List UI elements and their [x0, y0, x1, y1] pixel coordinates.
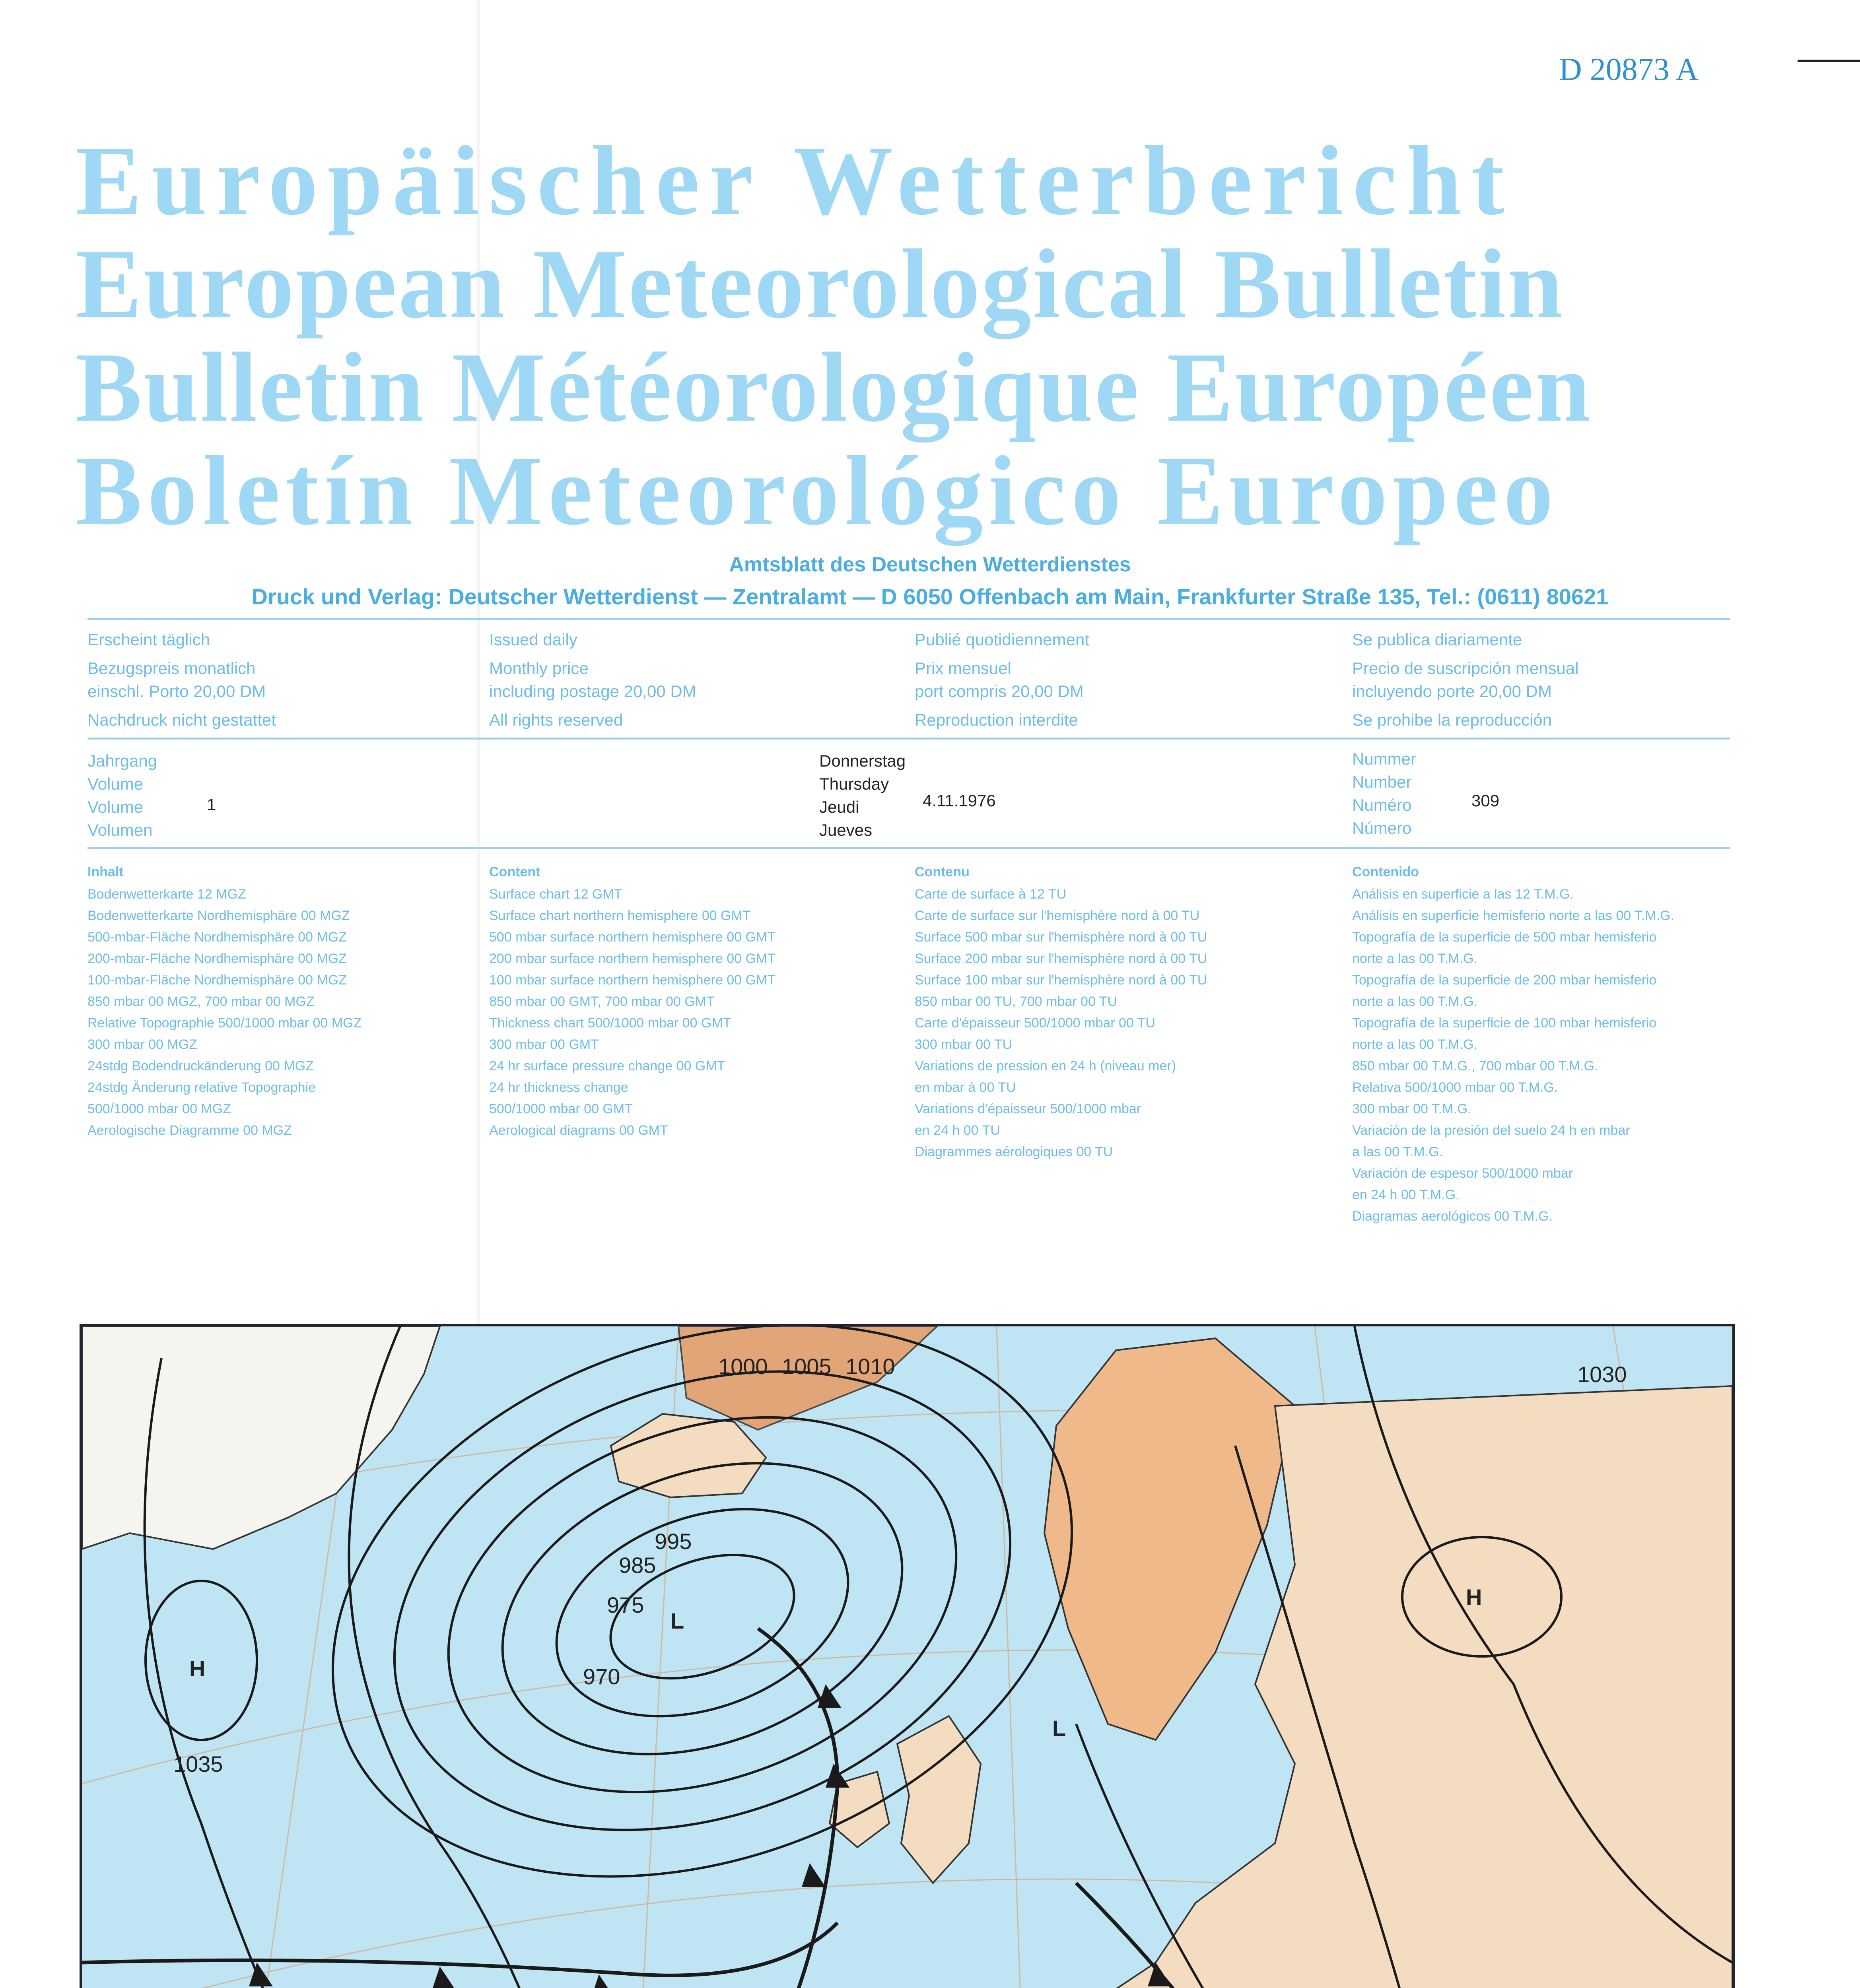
- contents-item: Variations de pression en 24 h (niveau mer): [915, 1058, 1176, 1074]
- contents-item: Análisis en superficie hemisferio norte a las 00 T.M.G.: [1352, 908, 1675, 923]
- contents-item: Bodenwetterkarte Nordhemisphäre 00 MGZ: [87, 908, 350, 923]
- contents-item: 850 mbar 00 MGZ, 700 mbar 00 MGZ: [87, 994, 315, 1009]
- contents-item: 850 mbar 00 T.M.G., 700 mbar 00 T.M.G.: [1352, 1058, 1598, 1074]
- contents-item: en 24 h 00 TU: [915, 1123, 1000, 1138]
- contents-item: Topografía de la superficie de 500 mbar hemisferio: [1352, 930, 1657, 945]
- low-pressure-label: L: [1052, 1716, 1066, 1741]
- pressure-value: 1000: [718, 1354, 768, 1379]
- contents-es: [1352, 863, 1734, 1229]
- corner-mark: [1798, 60, 1860, 62]
- contents-heading: Contenido: [1352, 864, 1419, 879]
- contents-item: 300 mbar 00 GMT: [489, 1037, 599, 1052]
- contents-item: Variación de espesor 500/1000 mbar: [1352, 1166, 1573, 1181]
- official-gazette-line: Amtsblatt des Deutschen Wetterdienstes: [729, 553, 1131, 576]
- contents-item: en 24 h 00 T.M.G.: [1352, 1187, 1460, 1202]
- volume-label: Volume: [87, 775, 144, 793]
- subscription-line: einschl. Porto 20,00 DM: [87, 682, 266, 701]
- contents-item: 300 mbar 00 TU: [915, 1037, 1013, 1052]
- subscription-line: incluyendo porte 20,00 DM: [1352, 682, 1552, 701]
- contents-item: 100 mbar surface northern hemisphere 00 GMT: [489, 973, 776, 988]
- subscription-line: Prix mensuel: [915, 659, 1011, 678]
- pressure-value: 970: [583, 1664, 620, 1689]
- title-german: Europäischer Wetterbericht: [76, 126, 1514, 236]
- contents-item: Aerological diagrams 00 GMT: [489, 1123, 668, 1138]
- contents-item: 850 mbar 00 TU, 700 mbar 00 TU: [915, 994, 1118, 1009]
- subscription-line: port compris 20,00 DM: [915, 682, 1084, 701]
- weekday-label: Jeudi: [819, 798, 859, 816]
- divider: [87, 618, 1730, 620]
- contents-item: Topografía de la superficie de 200 mbar hemisferio: [1352, 973, 1657, 988]
- publisher-line: Druck und Verlag: Deutscher Wetterdienst — Zentralamt — D 6050 Offenbach am Main, Frankfurter Straße 135, Tel.: (0611) 80621: [251, 584, 1609, 609]
- contents-heading: Inhalt: [87, 864, 124, 879]
- subscription-fr: [915, 628, 1089, 732]
- number-label: Numéro: [1352, 796, 1412, 814]
- contents-item: 24stdg Bodendruckänderung 00 MGZ: [87, 1058, 314, 1074]
- contents-item: Variación de la presión del suelo 24 h en mbar: [1352, 1123, 1630, 1138]
- volume-labels: [87, 749, 157, 842]
- subscription-en: [489, 628, 696, 732]
- divider: [87, 847, 1730, 849]
- subscription-line: Nachdruck nicht gestattet: [87, 711, 276, 729]
- subscription-de: [87, 628, 276, 732]
- contents-item: Thickness chart 500/1000 mbar 00 GMT: [489, 1015, 731, 1031]
- weekday-label: Donnerstag: [819, 751, 906, 770]
- weekday-labels: [819, 749, 906, 842]
- divider: [87, 738, 1730, 740]
- contents-item: 24 hr surface pressure change 00 GMT: [489, 1058, 725, 1074]
- title-french: Bulletin Météorologique Européen: [76, 332, 1592, 443]
- contents-item: Relative Topographie 500/1000 mbar 00 MGZ: [87, 1015, 362, 1031]
- contents-item: Bodenwetterkarte 12 MGZ: [87, 887, 246, 902]
- contents-en: [489, 863, 899, 1143]
- contents-item: Carte de surface sur l'hemisphère nord à 00 TU: [915, 908, 1200, 923]
- contents-item: Carte de surface à 12 TU: [915, 887, 1067, 902]
- contents-item: Surface chart 12 GMT: [489, 887, 622, 902]
- volume-label: Volumen: [87, 821, 153, 839]
- contents-item: Variations d'épaisseur 500/1000 mbar: [915, 1101, 1141, 1116]
- contents-item: 300 mbar 00 T.M.G.: [1352, 1101, 1471, 1116]
- subscription-line: Se publica diariamente: [1352, 630, 1522, 649]
- pressure-value: 995: [655, 1529, 692, 1554]
- contents-item: 500-mbar-Fläche Nordhemisphäre 00 MGZ: [87, 930, 347, 945]
- volume-label: Jahrgang: [87, 751, 157, 770]
- contents-item: 300 mbar 00 MGZ: [87, 1037, 197, 1052]
- contents-item: 100-mbar-Fläche Nordhemisphäre 00 MGZ: [87, 973, 347, 988]
- subscription-line: Monthly price: [489, 659, 589, 678]
- number-label: Number: [1352, 773, 1412, 791]
- contents-item: Surface 500 mbar sur l'hemisphère nord à 00 TU: [915, 930, 1207, 945]
- issue-date: 4.11.1976: [923, 791, 996, 810]
- subscription-line: Erscheint täglich: [87, 630, 210, 649]
- weekday-label: Thursday: [819, 775, 889, 793]
- high-pressure-label: H: [189, 1656, 206, 1681]
- contents-item: Surface 100 mbar sur l'hemisphère nord à 00 TU: [915, 973, 1207, 988]
- contents-item: norte a las 00 T.M.G.: [1352, 1037, 1477, 1052]
- title-spanish: Boletín Meteorológico Europeo: [76, 436, 1559, 546]
- contents-item: Carte d'épaisseur 500/1000 mbar 00 TU: [915, 1015, 1155, 1031]
- contents-item: 200 mbar surface northern hemisphere 00 GMT: [489, 951, 776, 966]
- contents-item: 24 hr thickness change: [489, 1080, 628, 1095]
- contents-item: Topografía de la superficie de 100 mbar hemisferio: [1352, 1015, 1657, 1031]
- pressure-value: 1005: [782, 1354, 832, 1379]
- contents-item: Surface chart northern hemisphere 00 GMT: [489, 908, 751, 923]
- pressure-value: 975: [607, 1592, 644, 1617]
- contents-item: Relativa 500/1000 mbar 00 T.M.G.: [1352, 1080, 1558, 1095]
- contents-fr: [915, 863, 1336, 1164]
- contents-item: Surface 200 mbar sur l'hemisphère nord à 00 TU: [915, 951, 1207, 966]
- contents-item: Diagramas aerológicos 00 T.M.G.: [1352, 1209, 1553, 1224]
- high-pressure-label: H: [1466, 1584, 1482, 1609]
- low-pressure-label: L: [671, 1608, 684, 1633]
- contents-item: Diagrammes aérologiques 00 TU: [915, 1144, 1113, 1159]
- pressure-value: 1035: [173, 1751, 223, 1776]
- subscription-line: Bezugspreis monatlich: [87, 659, 256, 678]
- title-english: European Meteorological Bulletin: [76, 229, 1565, 339]
- pressure-value: 1030: [1577, 1362, 1627, 1387]
- issue-number: 309: [1471, 791, 1500, 810]
- contents-item: norte a las 00 T.M.G.: [1352, 994, 1477, 1009]
- contents-item: Aerologische Diagramme 00 MGZ: [87, 1123, 292, 1138]
- contents-item: 24stdg Änderung relative Topographie: [87, 1080, 316, 1095]
- contents-item: 500/1000 mbar 00 MGZ: [87, 1101, 231, 1116]
- subscription-line: All rights reserved: [489, 711, 623, 729]
- contents-heading: Content: [489, 864, 540, 879]
- number-label: Nummer: [1352, 749, 1417, 768]
- document-number: D 20873 A: [1559, 52, 1699, 87]
- contents-item: norte a las 00 T.M.G.: [1352, 951, 1477, 966]
- weekday-label: Jueves: [819, 821, 873, 839]
- subscription-es: [1352, 628, 1579, 732]
- pressure-value: 1010: [845, 1354, 895, 1379]
- subscription-line: Reproduction interdite: [915, 711, 1078, 729]
- contents-de: [87, 863, 469, 1143]
- volume-value: 1: [207, 795, 216, 814]
- subscription-line: Se prohibe la reproducción: [1352, 711, 1552, 729]
- number-label: Número: [1352, 819, 1412, 837]
- contents-item: 200-mbar-Fläche Nordhemisphäre 00 MGZ: [87, 951, 347, 966]
- contents-heading: Contenu: [915, 864, 970, 879]
- contents-item: 850 mbar 00 GMT, 700 mbar 00 GMT: [489, 994, 715, 1009]
- volume-label: Volume: [87, 798, 144, 816]
- contents-item: en mbar à 00 TU: [915, 1080, 1016, 1095]
- pressure-value: 985: [619, 1553, 656, 1578]
- subscription-line: Issued daily: [489, 630, 577, 649]
- contents-item: a las 00 T.M.G.: [1352, 1144, 1443, 1159]
- number-labels: [1352, 747, 1416, 840]
- subscription-line: Publié quotidiennement: [915, 630, 1089, 649]
- contents-item: 500/1000 mbar 00 GMT: [489, 1101, 633, 1116]
- subscription-line: Precio de suscripción mensual: [1352, 659, 1579, 678]
- contents-item: 500 mbar surface northern hemisphere 00 GMT: [489, 930, 776, 945]
- surface-weather-map: [80, 1324, 1735, 1988]
- subscription-line: including postage 20,00 DM: [489, 682, 696, 701]
- contents-item: Análisis en superficie a las 12 T.M.G.: [1352, 887, 1574, 902]
